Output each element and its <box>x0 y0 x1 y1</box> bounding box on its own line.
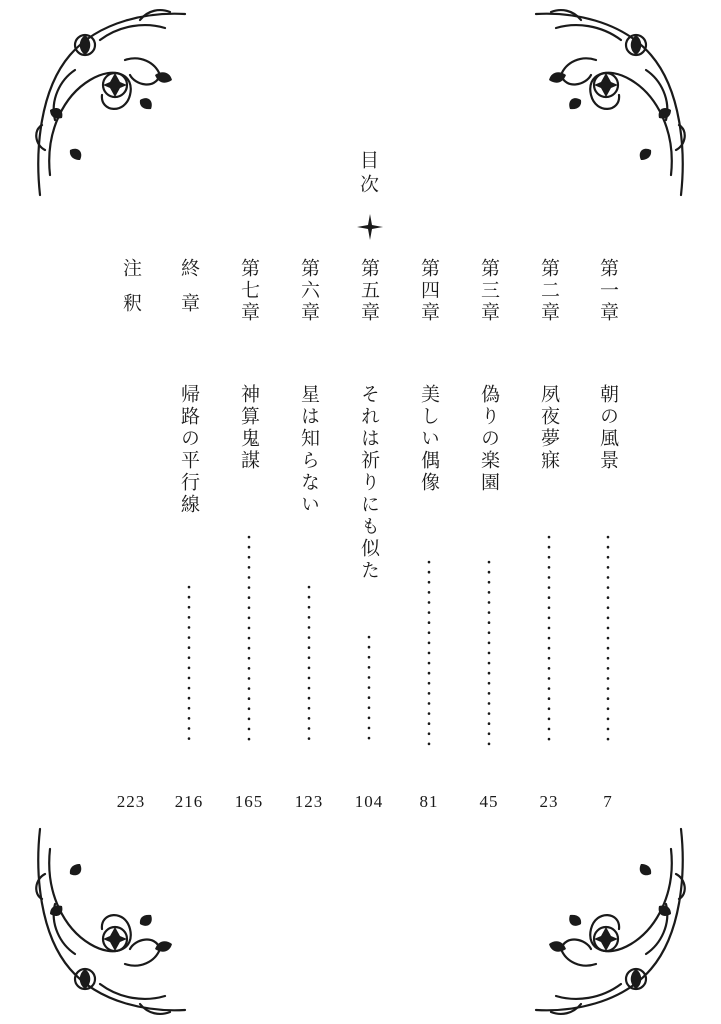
page-number: 223 <box>116 792 146 811</box>
page-title: 目次 <box>357 150 379 198</box>
page-number: 216 <box>174 792 204 811</box>
chapter-number: 第五章 <box>358 258 380 324</box>
chapter-number: 第四章 <box>418 258 440 324</box>
chapter-title: 星は知らない <box>298 384 320 516</box>
chapter-title: 朝の風景 <box>597 384 619 472</box>
floral-corner-ornament-icon <box>30 824 190 1024</box>
toc-entry[interactable] <box>174 0 204 1024</box>
leader-dots <box>307 585 311 750</box>
page-number: 104 <box>354 792 384 811</box>
page-number: 165 <box>234 792 264 811</box>
toc-entry[interactable] <box>474 0 504 1024</box>
toc-entry[interactable] <box>534 0 564 1024</box>
chapter-number: 第二章 <box>538 258 560 324</box>
page-number: 23 <box>539 792 559 811</box>
leader-dots <box>547 535 551 750</box>
toc-entry[interactable] <box>414 0 444 1024</box>
leader-dots <box>487 560 491 750</box>
toc-entry[interactable] <box>593 0 623 1024</box>
toc-entry[interactable] <box>234 0 264 1024</box>
page-number: 81 <box>419 792 439 811</box>
chapter-title: 偽りの楽園 <box>478 384 500 494</box>
chapter-number: 第一章 <box>597 258 619 324</box>
leader-dots <box>187 585 191 750</box>
leader-dots <box>427 560 431 750</box>
chapter-title: 帰路の平行線 <box>178 384 200 516</box>
chapter-number: 終章 <box>178 258 200 328</box>
chapter-title: 神算鬼謀 <box>238 384 260 472</box>
chapter-title: 美しい偶像 <box>418 384 440 494</box>
leader-dots <box>247 535 251 750</box>
chapter-number: 第三章 <box>478 258 500 324</box>
floral-corner-ornament-icon <box>30 0 190 200</box>
page-number: 123 <box>294 792 324 811</box>
chapter-number: 注釈 <box>120 258 142 328</box>
chapter-number: 第七章 <box>238 258 260 324</box>
leader-dots <box>606 535 610 750</box>
chapter-title: それは祈りにも似た <box>358 384 380 582</box>
chapter-number: 第六章 <box>298 258 320 324</box>
page-number: 7 <box>603 792 613 811</box>
leader-dots <box>367 635 371 750</box>
page-number: 45 <box>479 792 499 811</box>
chapter-title: 夙夜夢寐 <box>538 384 560 472</box>
toc-entry[interactable] <box>354 0 384 1024</box>
toc-entry[interactable] <box>116 0 146 1024</box>
toc-entry[interactable] <box>294 0 324 1024</box>
